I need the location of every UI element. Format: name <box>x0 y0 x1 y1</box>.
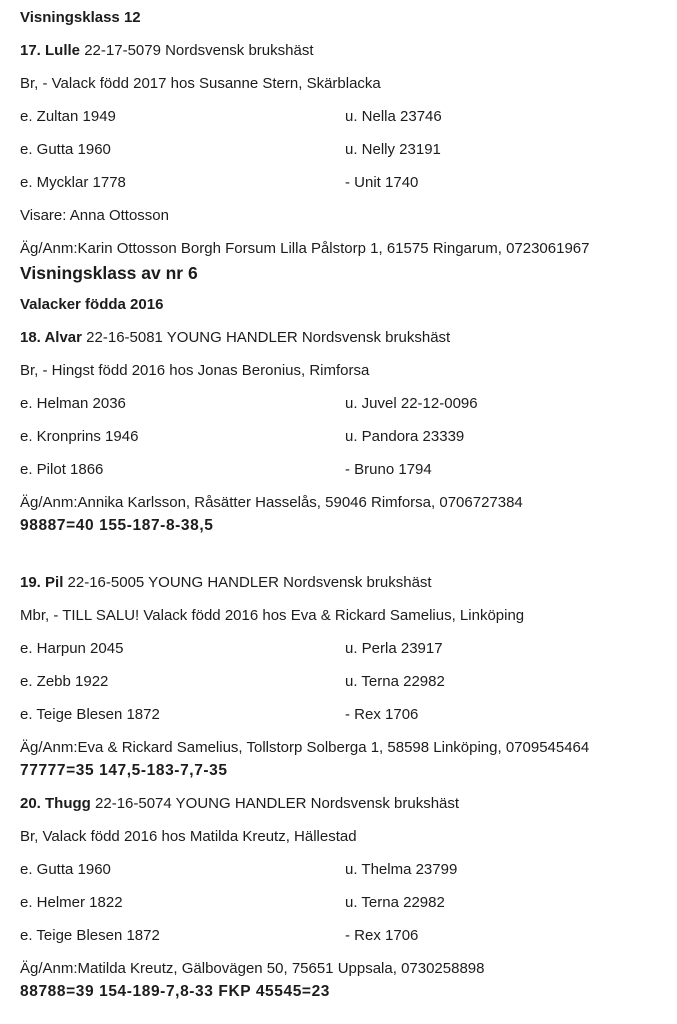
horse-number-name-20: 20. Thugg <box>20 795 91 812</box>
sire-line: e. Harpun 2045 <box>20 640 124 657</box>
horse-description-20: Br, Valack född 2016 hos Matilda Kreutz, Hällestad <box>20 828 357 845</box>
pedigree-row <box>20 860 665 880</box>
dam-line: - Unit 1740 <box>345 174 419 191</box>
pedigree-row <box>20 926 665 946</box>
owner-line-17: Äg/Anm:Karin Ottosson Borgh Forsum Lilla Pålstorp 1, 61575 Ringarum, 0723061967 <box>20 240 590 257</box>
pedigree-row <box>20 639 665 659</box>
dam-line: u. Pandora 23339 <box>345 428 465 445</box>
sire-line: e. Gutta 1960 <box>20 141 111 158</box>
pedigree-row <box>20 140 665 160</box>
pedigree-row <box>20 460 665 480</box>
pedigree-row <box>20 427 665 447</box>
owner-line-18: Äg/Anm:Annika Karlsson, Råsätter Hasselås, 59046 Rimforsa, 0706727384 <box>20 494 523 511</box>
sire-line: e. Kronprins 1946 <box>20 428 139 445</box>
dam-line: u. Terna 22982 <box>345 673 445 690</box>
sire-line: e. Helmer 1822 <box>20 894 123 911</box>
owner-line-20: Äg/Anm:Matilda Kreutz, Gälbovägen 50, 75651 Uppsala, 0730258898 <box>20 960 485 977</box>
horse-number-name-17: 17. Lulle <box>20 42 81 59</box>
pedigree-row <box>20 705 665 725</box>
dam-line: - Rex 1706 <box>345 927 419 944</box>
handler-line-17: Visare: Anna Ottosson <box>20 207 169 224</box>
subheading-valacker: Valacker födda 2016 <box>20 296 164 313</box>
horse-registration-19: 22-16-5005 YOUNG HANDLER Nordsvensk brukshäst <box>67 574 432 591</box>
sire-line: e. Zultan 1949 <box>20 108 116 125</box>
dam-line: u. Nelly 23191 <box>345 141 441 158</box>
owner-line-19: Äg/Anm:Eva & Rickard Samelius, Tollstorp Solberga 1, 58598 Linköping, 0709545464 <box>20 739 590 756</box>
dam-line: - Rex 1706 <box>345 706 419 723</box>
horse-entry-title-18 <box>20 328 665 348</box>
score-line-18: 98887=40 155-187-8-38,5 <box>20 517 214 534</box>
dam-line: u. Terna 22982 <box>345 894 445 911</box>
horse-registration-18: 22-16-5081 YOUNG HANDLER Nordsvensk brukshäst <box>86 329 451 346</box>
sire-line: e. Zebb 1922 <box>20 673 109 690</box>
dam-line: u. Thelma 23799 <box>345 861 458 878</box>
horse-registration-17: 22-17-5079 Nordsvensk brukshäst <box>84 42 314 59</box>
dam-line: u. Juvel 22-12-0096 <box>345 395 478 412</box>
dam-line: u. Perla 23917 <box>345 640 443 657</box>
horse-number-name-18: 18. Alvar <box>20 329 82 346</box>
sire-line: e. Teige Blesen 1872 <box>20 706 160 723</box>
sire-line: e. Pilot 1866 <box>20 461 104 478</box>
sire-line: e. Helman 2036 <box>20 395 126 412</box>
sire-line: e. Gutta 1960 <box>20 861 111 878</box>
horse-entry-title-17 <box>20 41 665 61</box>
score-line-20: 88788=39 154-189-7,8-33 FKP 45545=23 <box>20 983 331 1000</box>
pedigree-row <box>20 173 665 193</box>
pedigree-row <box>20 107 665 127</box>
dam-line: u. Nella 23746 <box>345 108 442 125</box>
pedigree-row <box>20 672 665 692</box>
score-line-19: 77777=35 147,5-183-7,7-35 <box>20 762 228 779</box>
sire-line: e. Mycklar 1778 <box>20 174 126 191</box>
horse-number-name-19: 19. Pil <box>20 574 64 591</box>
horse-description-17: Br, - Valack född 2017 hos Susanne Stern, Skärblacka <box>20 75 381 92</box>
horse-entry-title-19 <box>20 573 665 593</box>
sire-line: e. Teige Blesen 1872 <box>20 927 160 944</box>
horse-registration-20: 22-16-5074 YOUNG HANDLER Nordsvensk brukshäst <box>95 795 460 812</box>
pedigree-row <box>20 394 665 414</box>
horse-description-18: Br, - Hingst född 2016 hos Jonas Beronius, Rimforsa <box>20 362 370 379</box>
class-heading-12: Visningsklass 12 <box>20 9 141 26</box>
pedigree-row <box>20 893 665 913</box>
horse-description-19: Mbr, - TILL SALU! Valack född 2016 hos Eva & Rickard Samelius, Linköping <box>20 607 525 624</box>
class-heading-6: Visningsklass av nr 6 <box>20 263 198 283</box>
horse-entry-title-20 <box>20 794 665 814</box>
dam-line: - Bruno 1794 <box>345 461 432 478</box>
